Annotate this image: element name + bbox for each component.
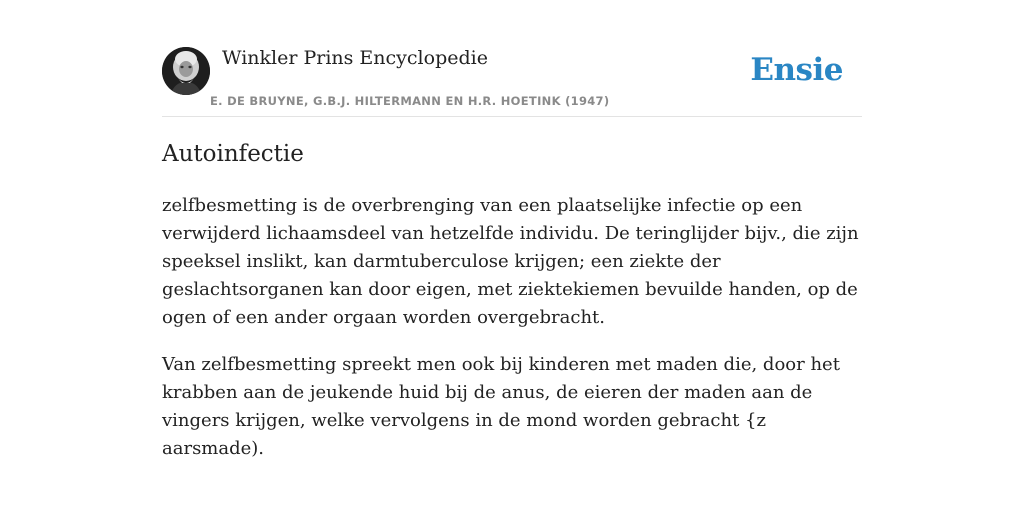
entry-title: Autoinfectie xyxy=(162,141,304,167)
source-header xyxy=(162,0,862,117)
entry-paragraph: Van zelfbesmetting spreekt men ook bij kinderen met maden die, door het krabben aan de jeukende huid bij de anus, de eieren der maden aan de vingers krijgen, welke vervolgens in de mond worden gebracht {z aarsmade). xyxy=(162,354,840,459)
entry-paragraph: zelfbesmetting is de overbrenging van een plaatselijke infectie op een verwijderd lichaamsdeel van hetzelfde individu. De teringlijder bijv., die zijn speeksel inslikt, kan darmtuberculose krijgen; een ziekte der geslachtsorganen kan door eigen, met ziektekiemen bevuilde handen, op de ogen of een ander orgaan worden overgebracht. xyxy=(162,195,859,328)
ensie-logo-link[interactable]: Ensie xyxy=(750,52,843,88)
source-title[interactable]: Winkler Prins Encyclopedie xyxy=(222,47,488,69)
author-avatar[interactable] xyxy=(162,47,210,95)
page-container xyxy=(162,0,862,459)
entry-body xyxy=(162,192,867,482)
source-authors: E. DE BRUYNE, G.B.J. HILTERMANN EN H.R. HOETINK (1947) xyxy=(210,94,610,108)
portrait-icon xyxy=(162,47,210,95)
